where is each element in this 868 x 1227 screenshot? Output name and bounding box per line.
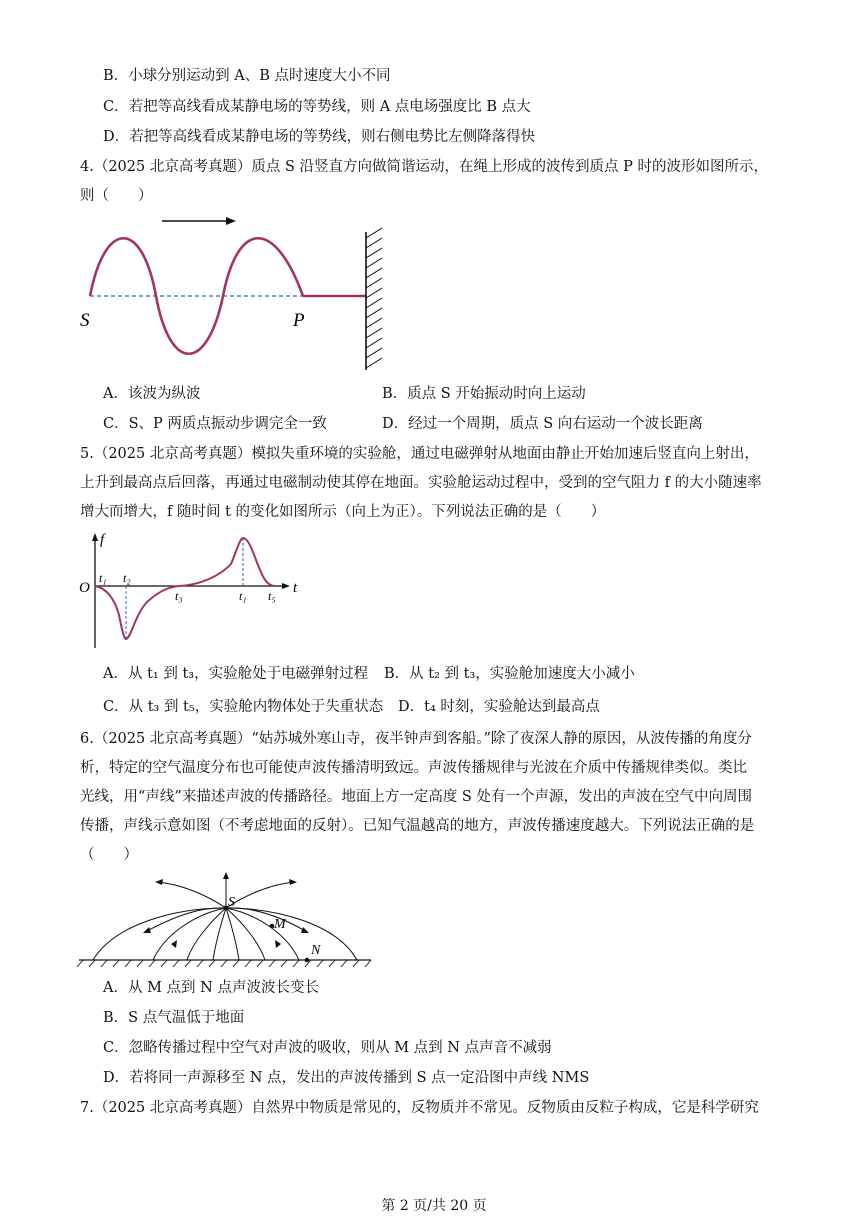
q6-stem-line4: 传播，声线示意如图（不考虑地面的反射）。已知气温越高的地方，声波传播速度越大。下列说法正确的是 [80, 818, 755, 834]
q6-option-c: C．忽略传播过程中空气对声波的吸收，则从 M 点到 N 点声音不减弱 [103, 1040, 552, 1056]
q4-option-b: B．质点 S 开始振动时向上运动 [382, 386, 586, 402]
q5-option-c: C．从 t₃ 到 t₅，实验舱内物体处于失重状态 [103, 699, 384, 715]
q5-tick-t4: t₁ [239, 589, 247, 603]
q4-wave-figure [70, 210, 400, 380]
q4-stem-line1: 4.（2025 北京高考真题）质点 S 沿竖直方向做简谐运动，在绳上形成的波传到质点 P 时的波形如图所示， [80, 159, 768, 175]
q5-stem-line3: 增大而增大，f 随时间 t 的变化如图所示（向上为正）。下列说法正确的是（ ） [80, 504, 606, 520]
q6-stem-line5: （ ） [80, 847, 138, 863]
q6-stem-line2: 析，特定的空气温度分布也可能使声波传播清明致远。声波传播规律与光波在介质中传播规律类似。类比 [80, 760, 747, 776]
q5-tick-t1: t₁ [99, 571, 107, 585]
q5-tick-t5: t₅ [268, 589, 276, 603]
q6-option-a: A．从 M 点到 N 点声波波长变长 [103, 980, 319, 996]
q6-stem-line1: 6.（2025 北京高考真题）“姑苏城外寒山寺，夜半钟声到客船。”除了夜深人静的原因，从波传播的角度分 [80, 731, 752, 747]
q5-stem-line2: 上升到最高点后回落，再通过电磁制动使其停在地面。实验舱运动过程中，受到的空气阻力 f 的大小随速率 [80, 475, 762, 491]
q5-option-b: B．从 t₂ 到 t₃，实验舱加速度大小减小 [384, 666, 635, 682]
q5-f-t-graph [75, 530, 315, 655]
page-footer: 第 2 页/共 20 页 [381, 1198, 487, 1214]
q6-label-m: M [274, 917, 286, 932]
q6-stem-line3: 光线，用“声线”来描述声波的传播路径。地面上方一定高度 S 处有一个声源，发出的声波在空气中向周围 [80, 789, 752, 805]
q5-axis-t-label: t [293, 580, 298, 596]
q5-stem-line1: 5.（2025 北京高考真题）模拟失重环境的实验舱，通过电磁弹射从地面由静止开始加速后竖直向上射出， [80, 446, 759, 462]
q4-option-a: A．该波为纵波 [103, 386, 201, 402]
q4-label-s: S [80, 310, 90, 331]
q5-origin-label: O [79, 580, 90, 596]
q3-option-c: C．若把等高线看成某静电场的等势线，则 A 点电场强度比 B 点大 [103, 99, 531, 115]
q6-label-s: S [228, 895, 235, 910]
q3-option-b: B．小球分别运动到 A、B 点时速度大小不同 [103, 68, 391, 84]
q6-option-d: D．若将同一声源移至 N 点，发出的声波传播到 S 点一定沿图中声线 NMS [103, 1070, 590, 1086]
q6-sound-ray-figure [75, 872, 375, 972]
q5-tick-t2: t₂ [123, 571, 131, 585]
q5-option-d: D．t₄ 时刻，实验舱达到最高点 [398, 699, 600, 715]
q7-stem-line1: 7.（2025 北京高考真题）自然界中物质是常见的，反物质并不常见。反物质由反粒子构成，它是科学研究 [80, 1100, 759, 1116]
q4-label-p: P [293, 310, 305, 331]
q5-option-a: A．从 t₁ 到 t₃，实验舱处于电磁弹射过程 [103, 666, 369, 682]
q5-axis-f-label: f [100, 532, 105, 548]
q4-option-c: C．S、P 两质点振动步调完全一致 [103, 416, 327, 432]
q4-stem-line2: 则（ ） [80, 188, 153, 204]
q6-label-n: N [311, 943, 321, 958]
q5-tick-t3: t₃ [175, 589, 183, 603]
q6-option-b: B．S 点气温低于地面 [103, 1010, 245, 1026]
q4-option-d: D．经过一个周期，质点 S 向右运动一个波长距离 [382, 416, 703, 432]
q3-option-d: D．若把等高线看成某静电场的等势线，则右侧电势比左侧降落得快 [103, 129, 536, 145]
